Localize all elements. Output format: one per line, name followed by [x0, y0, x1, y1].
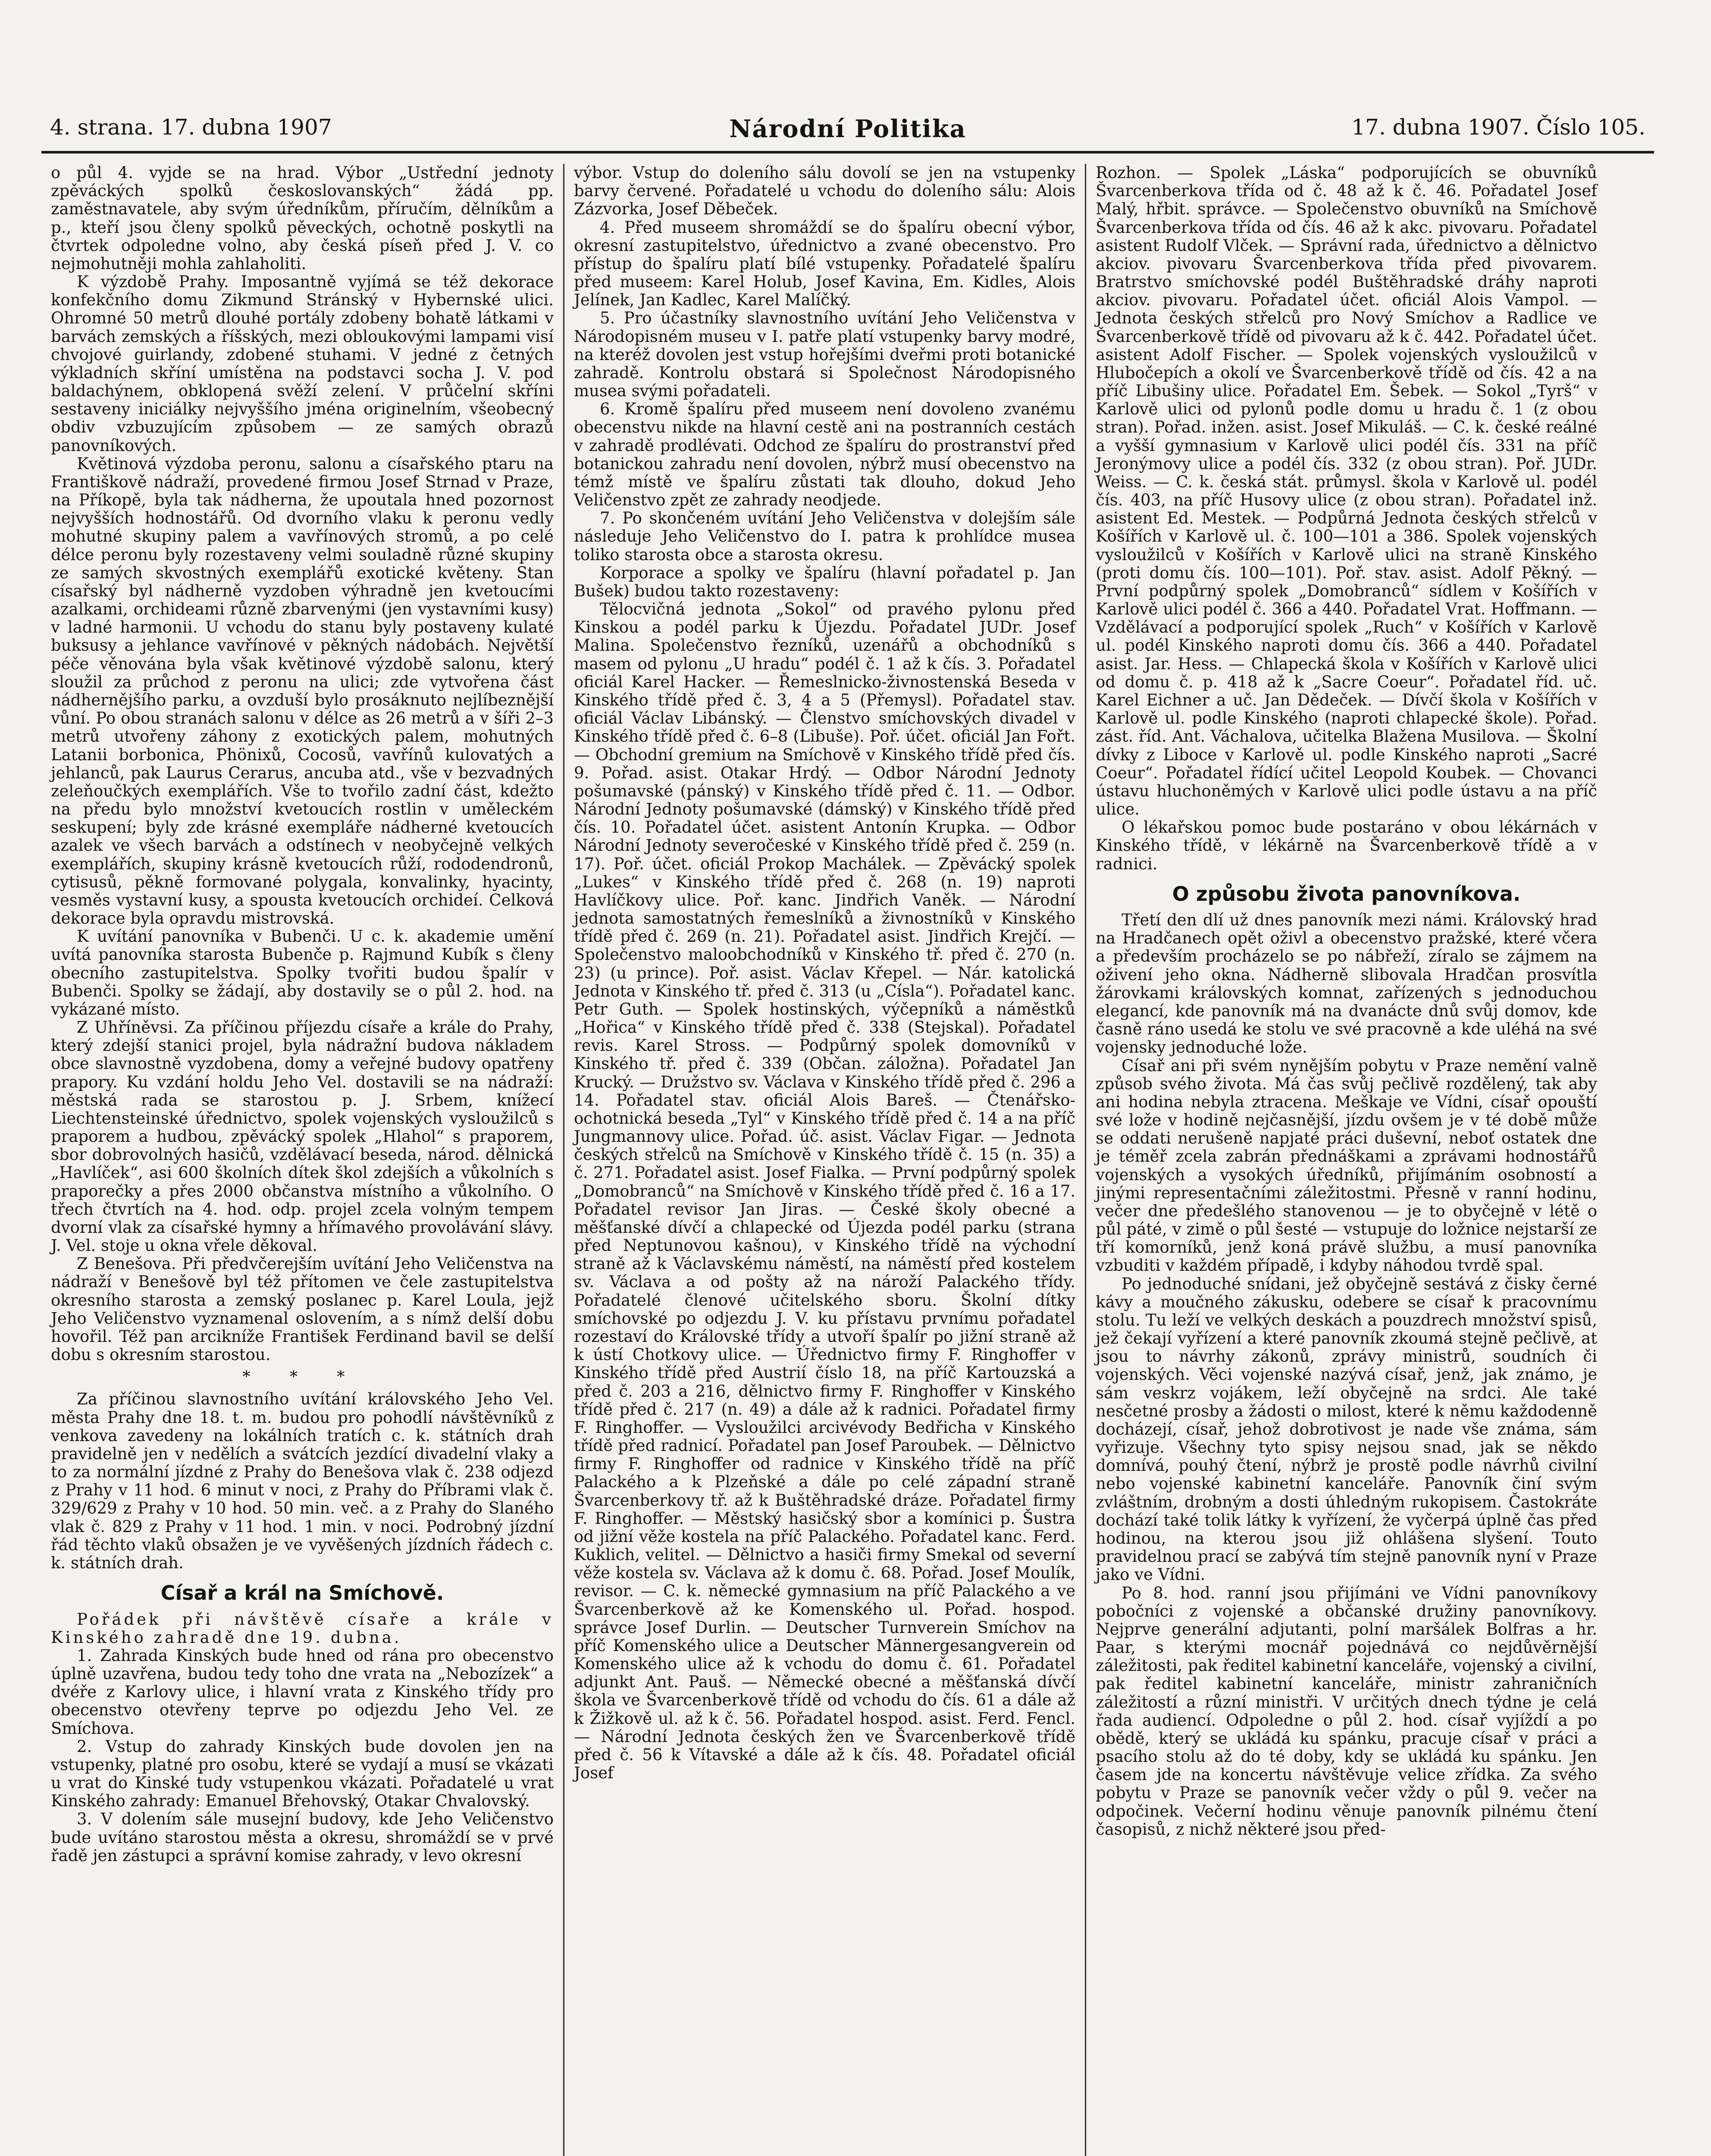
section-title: O způsobu života panovníkova.	[1172, 882, 1521, 906]
article-paragraph: 6. Kromě špalíru před museem není dovoleno zvanému obecenstvu nikde na hlavní cestě ani na postranních cestách v zahradě prodlévati. Odchod ze špalíru do prostranství před botanickou zahradu není dovolen, nýbrž musí obecenstvo na témž místě ve špalíru zůstati tak dlouho, dokud Jeho Veličenstvo zpět ze zahrady neodjede.	[574, 400, 1075, 510]
section-lead: Pořádek při návštěvě císaře a krále v Kinského zahradě dne 19. dubna.	[51, 1610, 554, 1647]
article-paragraph: Z Uhříněvsi. Za příčinou příjezdu císaře a krále do Prahy, který zdejší stanici projel, byla nádražní budova nákladem obce slavnostně vyzdobena, domy a veřejné budovy opatřeny prapory. Ku vzdání holdu Jeho Vel. dostavili se na nádraží: městská rada se starostou p. J. Srbem, knížecí Liechtensteinské úřednictvo, spolek vojenských vysloužilců s praporem a hudbou, zpěvácký spolek „Hlahol“ s praporem, sbor dobrovolných hasičů, vzdělávací beseda, národ. dělnická „Havlíček“, asi 600 školních dítek škol zdejších a vůkolních s praporečky a přes 2000 občanstva místního a vůkolního. O třech čtvrtích na 4. hod. odp. projel zcela volným tempem dvorní vlak za císařské hymny a hřímavého provolávání slávy. J. Vel. stoje u okna vřele děkoval.	[51, 1018, 554, 1255]
article-paragraph: Z Benešova. Při předvčerejším uvítání Jeho Veličenstva na nádraží v Benešově byl též přítomen ve čele zastupitelstva okresního starosta a zemský poslanec p. Karel Loula, jejž Jeho Veličenstvo vyznamenal oslovením, a s nímž delší dobu hovořil. Též pan arcikníže František Ferdinand bavil se delší dobu s okresním starostou.	[51, 1254, 554, 1364]
article-paragraph: O lékařskou pomoc bude postaráno v obou lékárnách v Kinského třídě, v lékárně na Švarcenberkově třídě a v radnici.	[1096, 818, 1597, 873]
article-paragraph: Za příčinou slavnostního uvítání královského Jeho Vel. města Prahy dne 18. t. m. budou pro pohodlí návštěvníků z venkova zavedeny na lokálních tratích c. k. státních drah pravidelně jen v nedělích a svátcích jezdící divadelní vlaky a to za normální jízdné z Prahy do Benešova vlak č. 238 odjezd z Prahy v 11 hod. 6 minut v noci, z Prahy do Příbrami vlak č. 329/629 z Prahy v 10 hod. 50 min. več. a z Prahy do Slaného vlak č. 829 z Prahy v 11 hod. 1 min. v noci. Podrobný jízdní řád těchto vlaků obsažen je ve vyvěšených jízdních řádech c. k. státních drah.	[51, 1390, 554, 1572]
article-paragraph: Korporace a spolky ve špalíru (hlavní pořadatel p. Jan Bušek) budou takto rozestaveny:	[574, 563, 1075, 600]
article-paragraph: 3. V dolením sále musejní budovy, kde Jeho Veličenstvo bude uvítáno starostou města a okresu, shromáždí se v prvé řadě jen zástupci a správní komise zahrady, v levo okresní	[51, 1810, 554, 1865]
article-paragraph: Po jednoduché snídani, jež obyčejně sestává z čisky černé kávy a moučného zákusku, odebere se císař k pracovnímu stolu. Tu leží ve velkých deskách a pouzdrech množství spisů, jež čekají vyřízení a které panovník zkoumá stejně pečlivě, at jsou to návrhy zákonů, zprávy ministrů, soudních či vojenských. Věci vojenské nazývá císař, jenž, jak známo, je sám veskrz vojákem, leží obyčejně na srdci. Ale také nesčetné prosby a žádosti o milost, které k němu každodenně docházejí, císař, jehož dobrotivost je nade vše známa, sám vyřizuje. Všechny tyto spisy nejsou snad, jak se někdo domnívá, pouhý čtení, nýbrž je prostě podle návrhů civilní nebo vojenské kabinetní kanceláře. Panovník činí svým zvláštním, drobným a dosti úhledným rukopisem. Častokráte dochází také tolik látky k vyřízení, že vyčerpá úplně čas před hodinou, na kterou jsou již ohlášena slyšení. Touto pravidelnou prací se zabývá tím stejně panovník nyní v Praze jako ve Vídni.	[1096, 1274, 1597, 1584]
text-columns	[41, 164, 1654, 2156]
column-2	[563, 164, 1085, 2156]
article-paragraph: Květinová výzdoba peronu, salonu a císařského ptaru na Františkově nádraží, provedené firmou Josef Strnad v Praze, na Příkopě, byla tak nádherna, že upoutala hned pozornost nejvyšších hodnostářů. Od dvorního vlaku k peronu vedly mohutné skupiny palem a vavřínových stromů, a po celé délce peronu byly rozestaveny velmi souladně různé skupiny ze samých skvostných exemplářů exotické květeny. Stan císařský byl nádherně vyzdoben výhradně jen kvetoucími azalkami, orchideami různě zbarvenými (jen vystavními kusy) v ladné harmonii. U vchodu do stanu byly postaveny kulaté buksusy a jehlance vavřínové v pěkných nádobách. Největší péče věnována byla však květinové výzdobě salonu, který sloužil za průchod z peronu na ulici; zde vytvořena část nádhernějšího parku, a ovzduší bylo prosáknuto nejlíbeznější vůní. Po obou stranách salonu v délce as 26 metrů a v šíři 2–3 metrů utvořeny záhony z exotických palem, mohutných Latanii borbonica, Phönixů, Cocosů, vavřínů kulovatých a jehlanců, pak Laurus Cerarus, ancuba atd., vše v bezvadných zeleňoučkých exemplářích. Vše to tvořilo zadní část, kdežto na předu bylo množství kvetoucích rostlin v uměleckém seskupení; byly zde krásné exempláře nádherné kvetoucích azalek ve všech barvách a odstínech v neobyčejně velkých exemplářích, skupiny krásně kvetoucích růží, rododendronů, cytisusů, pěkně formované polygala, konvalinky, hyacinty, vesměs vystavní kusy, a spousta kvetoucích orchideí. Celková dekorace byla opravdu mistrovská.	[51, 454, 554, 928]
article-paragraph: Císař ani při svém nynějším pobytu v Praze nemění valně způsob svého života. Má čas svůj pečlivě rozdělený, tak aby ani hodina nebyla ztracena. Meškaje ve Vídni, císař opouští své lože v hodině nejčasnější, jízdu ovšem je v té době může se oddati nerušeně napjaté práci duševní, neboť ostatek dne je téměř zcela zabrán přednáškami a zprávami hodnostářů vojenských a vysokých úředníků, přijímáním osobností a jinými representačními záležitostmi. Přesně v ranní hodinu, večer dne předešlého stanovenou — je to obyčejně v létě o půl páté, v zimě o půl šesté — vstupuje do ložnice nejstarší ze tří komorníků, jenž koná právě službu, a musí panovníka vzbuditi v každém případě, i kdyby náhodou tvrdě spal.	[1096, 1056, 1597, 1275]
column-3	[1085, 164, 1607, 2156]
article-paragraph: o půl 4. vyjde se na hrad. Výbor „Ustřední jednoty zpěváckých spolků českoslovanských“ žádá pp. zaměstnavatele, aby svým úředníkům, příručím, dělníkům a p., kteří jsou členy spolků pěveckých, ochotně poskytli na čtvrtek odpoledne volno, aby česká píseň před J. V. co nejmohutněji mohla zahlaholiti.	[51, 164, 554, 273]
article-paragraph: 4. Před museem shromáždí se do špalíru obecní výbor, okresní zastupitelstvo, úřednictvo a zvané obecenstvo. Pro přístup do špalíru platí bílé vstupenky. Pořadatelé špalíru před museem: Karel Holub, Josef Kavina, Em. Kidles, Alois Jelínek, Jan Kadlec, Karel Malíčký.	[574, 218, 1075, 310]
article-paragraph: 2. Vstup do zahrady Kinských bude dovolen jen na vstupenky, platné pro osobu, které se vydají a musí se vkázati u vrat do Kinské tudy vstupenkou vkázati. Pořadatelé u vrat Kinského zahrady: Emanuel Břehovský, Otakar Chvalovský.	[51, 1737, 554, 1811]
article-paragraph: Po 8. hod. ranní jsou přijímáni ve Vídni panovníkovy pobočníci z vojenské a občanské družiny panovníkovy. Nejprve generální adjutanti, polní maršálek Bolfras a hr. Paar, s kterými mocnář pojednává co nejdůvěrnější záležitosti, pak ředitel kabinetní kanceláře, vojenský a civilní, pak ředitel kabinetní kanceláře, ministr zahraničních záležitostí a různí ministři. V určitých dnech týdne je celá řada audiencí. Odpoledne o půl 2. hod. císař vyjíždí a po obědě, který se ukládá ku spánku, pracuje císař v práci a psacího stolu až do té doby, kdy se ukládá ku spánku. Jen časem jde na koncertu návštěvuje velice zřídka. Za svého pobytu v Praze se panovník večer vždy o půl 9. večer na odpočinek. Večerní hodinu věnuje panovník pilnému čtení časopisů, z nichž některé jsou před-	[1096, 1583, 1597, 1839]
section-title: Císař a král na Smíchově.	[160, 1581, 444, 1605]
newspaper-title: Národní Politika	[729, 115, 966, 143]
issue-label: 17. dubna 1907. Číslo 105.	[1351, 115, 1645, 140]
article-paragraph: K uvítání panovníka v Bubenči. U c. k. akademie umění uvítá panovníka starosta Bubenče p. Rajmund Kubík s členy obecního zastupitelstva. Spolky tvořiti budou špalír v Bubenči. Spolky se žádají, aby dostavily se o půl 2. hod. na vykázané místo.	[51, 927, 554, 1018]
article-paragraph: K výzdobě Prahy. Imposantně vyjímá se též dekorace konfekčního domu Zikmund Stránský v Hybernské ulici. Ohromné 50 metrů dlouhé portály zdobeny bohatě látkami v barvách zemských a říšských, mezi obloukovými lampami visí chvojové guirlandy, zdobené stuhami. V jedné z četných výkladních skříní umístěna na podstavci socha J. V. pod baldachýnem, obklopená svěží zelení. V průčelní skříni sestaveny iniciálky nejvyššího jména originelním, všeobecný obdiv vzbuzujícím způsobem — ze samých obrazů panovníkových.	[51, 273, 554, 455]
article-paragraph: 5. Pro účastníky slavnostního uvítání Jeho Veličenstva v Národopisném museu v I. patře platí vstupenky barvy modré, na kteréž dovolen jest vstup hořejšími dveřmi proti botanické zahradě. Kontrolu obstará si Společnost Národopisného musea svými pořadateli.	[574, 309, 1075, 401]
article-paragraph: Třetí den dlí už dnes panovník mezi námi. Královský hrad na Hradčanech opět oživl a obecenstvo pražské, které včera a především procházelo se po nábřeží, zíralo se zájmem na oživení jeho okna. Nádherně slibovala Hradčan prosvítla žárovkami královských komnat, zařízených s jednoduchou elegancí, kde panovník má na dvanácte dnů svůj domov, kde časně ráno usedá ke stolu ve své pracovně a kde uléhá na své vojensky jednoduché lože.	[1096, 911, 1597, 1057]
article-paragraph: Rozhon. — Spolek „Láska“ podporujících se obuvníků Švarcenberkova třída od č. 48 až k č. 46. Pořadatel Josef Malý, hřbit. správce. — Společenstvo obuvníků na Smíchově Švarcenberkova třída od čís. 46 až k akc. pivovaru. Pořadatel asistent Rudolf Vlček. — Správní rada, úřednictvo a dělnictvo akciov. pivovaru Švarcenberkova třída před pivovarem. Bratrstvo smíchovské podél Buštěhradské dráhy naproti akciov. pivovaru. Pořadatel účet. oficiál Alois Vampol. — Jednota českých střelců pro Nový Smíchov a Radlice ve Švarcenberkově třídě od pivovaru až k č. 442. Pořadatel účet. asistent Adolf Fischer. — Spolek vojenských vysloužilců v Hlubočepích a okolí ve Švarcenberkově třídě od čís. 42 a na příč Libušiny ulice. Pořadatel Em. Šebek. — Sokol „Tyrš“ v Karlově ulici od pylonů podle domu u hradu č. 1 (z obou stran). Pořad. inžen. asist. Josef Mikuláš. — C. k. české reálné a vyšší gymnasium v Karlově ulici podél čís. 331 na příč Jeronýmovy ulice a podél čís. 332 (z obou stran). Poř. JUDr. Weiss. — C. k. česká stát. průmysl. škola v Karlově ul. podél čís. 403, na příč Husovy ulice (z obou stran). Pořadatel inž. asistent Ed. Mestek. — Podpůrná Jednota českých střelců v Košířích v Karlově ul. č. 100—101 a 386. Spolek vojenských vysloužilců v Košířích v Karlově ulici na straně Kinského (proti domu čís. 100—101). Poř. stav. asist. Adolf Pěkný. — První podpůrný spolek „Domobranců“ sídlem v Košířích v Karlově ulici podél č. 366 a 440. Pořadatel Vrat. Hoffmann. — Vzdělávací a podporující spolek „Ruch“ v Košířích v Karlově ul. podél Kinského naproti domu čís. 366 a 440. Pořadatel asist. Jar. Hess. — Chlapecká škola v Košířích v Karlově ulici od domu č. p. 418 až k „Sacre Coeur“. Pořadatel říd. uč. Karel Eichner a uč. Jan Dědeček. — Dívčí škola v Košířích v Karlově ul. podle Kinského (naproti chlapecké škole). Pořad. zást. říd. Ant. Váchalova, učitelka Blažena Musilova. — Školní dívky z Liboce v Karlově ul. podle Kinského naproti „Sacré Coeur“. Pořadatel řídící učitel Leopold Koubek. — Chovanci ústavu hluchoněmých v Karlově ulici podle ústavu a na příč ulice.	[1096, 164, 1597, 819]
article-paragraph: 1. Zahrada Kinských bude hned od rána pro obecenstvo úplně uzavřena, budou tedy toho dne vrata na „Nebozízek“ a dvéře z Karlovy ulice, i hlavní vrata z Kinského třídy pro obecenstvo otevřeny teprve po odjezdu Jeho Vel. ze Smíchova.	[51, 1646, 554, 1738]
article-paragraph: 7. Po skončeném uvítání Jeho Veličenstva v dolejším sále následuje Jeho Veličenstvo do I. patra k prohlídce musea toliko starosta obce a starosta okresu.	[574, 509, 1075, 564]
page-header	[41, 108, 1654, 154]
article-paragraph: výbor. Vstup do doleního sálu dovolí se jen na vstupenky barvy červené. Pořadatelé u vchodu do doleního sálu: Alois Zázvorka, Josef Děbeček.	[574, 164, 1075, 219]
page-label: 4. strana. 17. dubna 1907	[50, 115, 332, 140]
separator: * * *	[242, 1368, 362, 1386]
column-1	[41, 164, 563, 2156]
article-paragraph: Tělocvičná jednota „Sokol“ od pravého pylonu před Kinskou a podél parku k Újezdu. Pořadatel JUDr. Josef Malina. Společenstvo řezníků, uzenářů a obchodníků s masem od pylonu „U hradu“ podél č. 1 až k čís. 3. Pořadatel oficiál Karel Hacker. — Řemeslnicko-živnostenská Beseda v Kinského třídě před č. 3, 4 a 5 (Přemysl). Pořadatel stav. oficiál Václav Libánský. — Členstvo smíchovských divadel v Kinského třídě před č. 6–8 (Libuše). Poř. účet. oficiál Jan Fořt. — Obchodní gremium na Smíchově v Kinského třídě před čís. 9. Pořad. asist. Otakar Hrdý. — Odbor Národní Jednoty pošumavské (pánský) v Kinského třídě před č. 11. — Odbor. Národní Jednoty pošumavské (dámský) v Kinského třídě před čís. 10. Pořadatel účet. asistent Antonín Krupka. — Odbor Národní Jednoty severočeské v Kinského třídě před č. 259 (n. 17). Poř. účet. oficiál Prokop Machálek. — Zpěvácký spolek „Lukes“ v Kinského třídě před č. 268 (n. 19) naproti Havlíčkovy ulice. Poř. kanc. Jindřich Vaněk. — Národní jednota samostatných řemeslníků a živnostníků v Kinského třídě před č. 269 (n. 21). Pořadatel asist. Jindřich Krejčí. — Společenstvo maloobchodníků v Kinského tř. před č. 270 (n. 23) (u prince). Poř. asist. Václav Křepel. — Nár. katolická Jednota v Kinského tř. před č. 313 (u „Císla“). Pořadatel kanc. Petr Guth. — Spolek hostinských, výčepníků a náměstků „Hořica“ v Kinského třídě před č. 338 (Stejskal). Pořadatel revis. Karel Stross. — Podpůrný spolek domovníků v Kinského tř. před č. 339 (Občan. záložna). Pořadatel Jan Krucký. — Družstvo sv. Václava v Kinského třídě před č. 296 a 14. Pořadatel stav. oficiál Alois Bareš. — Čtenářsko-ochotnická beseda „Tyl“ v Kinského třídě před č. 14 a na příč Jungmannovy ulice. Pořad. úč. asist. Václav Figar. — Jednota českých střelců na Smíchově v Kinského třídě č. 15 (n. 35) a č. 271. Pořadatel asist. Josef Fialka. — První podpůrný spolek „Domobranců“ na Smíchově v Kinského třídě před č. 16 a 17. Pořadatel revisor Jan Jiras. — České školy obecné a měšťanské dívčí a chlapecké od Újezda podél parku (strana před Neptunovou kašnou), v Kinského třídě na východní straně až k Václavskému náměstí, na náměstí před kostelem sv. Václava a od pošty až na nároží Palackého třídy. Pořadatelé členové učitelského sboru. Školní dítky smíchovské po odjezdu J. V. ku přístavu prvnímu pořadatel rozestaví do Královské třídy a utvoří špalír po jižní straně až k ústí Chotkovy ulice. — Úřednictvo firmy F. Ringhoffer v Kinského třídě před Austrií číslo 18, na příč Kartouzská a před č. 203 a 216, dělnictvo firmy F. Ringhoffer v Kinského třídě před č. 217 (n. 49) a dále až k radnici. Pořadatel firmy F. Ringhoffer. — Vysloužilci arcivévody Bedřicha v Kinského třídě před radnicí. Pořadatel pan Josef Paroubek. — Dělnictvo firmy F. Ringhoffer od radnice v Kinského třídě na příč Palackého a k Plzeňské a dále po celé západní straně Švarcenberkovy tř. až k Buštěhradské dráze. Pořadatel firmy F. Ringhoffer. — Městský hasičský sbor a komínici p. Šustra od jižní věže kostela na příč Palackého. Pořadatel kanc. Ferd. Kuklich, velitel. — Dělnictvo a hasiči firmy Smekal od severní věže kostela sv. Václava až k domu č. 68. Pořad. Josef Moulík, revisor. — C. k. německé gymnasium na příč Palackého a ve Švarcenberkově až ke Komenského ul. Pořad. hospod. správce Josef Durlin. — Deutscher Turnverein Smíchov na příč Komenského ulice a Deutscher Männergesangverein od Komenského ulice až k vchodu do domu č. 61. Pořadatel adjunkt Ant. Pauš. — Německé obecné a měšťanská dívčí škola ve Švarcenberkově třídě od vchodu do čís. 61 a dále až k Žižkově ul. až k č. 56. Pořadatel hospod. asist. Ferd. Fencl. — Národní Jednota českých žen ve Švarcenberkově třídě před č. 56 k Vítavské a dále až k čís. 48. Pořadatel oficiál Josef	[574, 600, 1075, 1783]
newspaper-page	[41, 108, 1654, 2156]
